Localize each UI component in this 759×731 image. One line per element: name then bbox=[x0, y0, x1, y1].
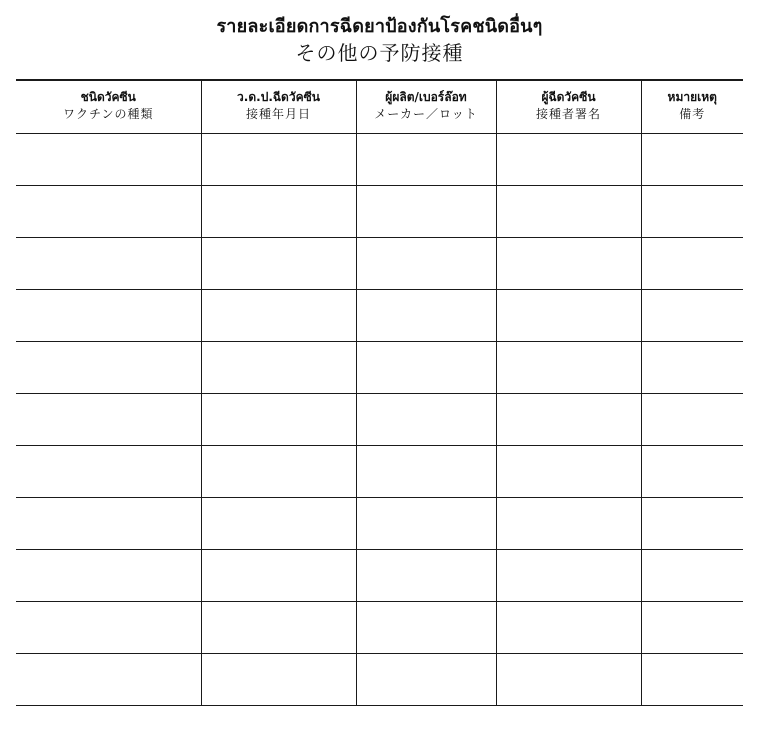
table-cell[interactable] bbox=[201, 394, 356, 446]
table-cell[interactable] bbox=[201, 498, 356, 550]
table-cell[interactable] bbox=[356, 394, 496, 446]
table-cell[interactable] bbox=[16, 186, 201, 238]
table-cell[interactable] bbox=[16, 290, 201, 342]
column-header-thai: หมายเหตุ bbox=[667, 90, 717, 104]
table-cell[interactable] bbox=[16, 134, 201, 186]
column-header-remarks bbox=[641, 80, 743, 134]
table-cell[interactable] bbox=[356, 602, 496, 654]
table-cell[interactable] bbox=[641, 602, 743, 654]
table-cell[interactable] bbox=[201, 654, 356, 706]
table-cell[interactable] bbox=[201, 134, 356, 186]
column-header-vaccine-type bbox=[16, 80, 201, 134]
column-header-japanese: 接種年月日 bbox=[245, 107, 311, 121]
column-header-thai: ชนิดวัคซีน bbox=[80, 90, 136, 104]
table-cell[interactable] bbox=[201, 602, 356, 654]
column-header-japanese: 備考 bbox=[679, 107, 706, 121]
table-row bbox=[16, 186, 743, 238]
table-cell[interactable] bbox=[496, 342, 641, 394]
table-row bbox=[16, 134, 743, 186]
table-row bbox=[16, 446, 743, 498]
table-cell[interactable] bbox=[641, 342, 743, 394]
table-cell[interactable] bbox=[16, 498, 201, 550]
table-cell[interactable] bbox=[496, 446, 641, 498]
table-cell[interactable] bbox=[201, 550, 356, 602]
table-cell[interactable] bbox=[496, 394, 641, 446]
table-cell[interactable] bbox=[641, 446, 743, 498]
table-row bbox=[16, 654, 743, 706]
column-header-thai: ผู้ฉีดวัคซีน bbox=[541, 90, 596, 104]
vaccination-table bbox=[16, 79, 743, 706]
table-cell[interactable] bbox=[16, 238, 201, 290]
table-cell[interactable] bbox=[496, 654, 641, 706]
column-header-thai: ว.ด.ป.ฉีดวัคซีน bbox=[237, 90, 320, 104]
table-cell[interactable] bbox=[356, 446, 496, 498]
table-row bbox=[16, 342, 743, 394]
table-cell[interactable] bbox=[356, 550, 496, 602]
column-header-japanese: ワクチンの種類 bbox=[63, 107, 154, 121]
column-header-date bbox=[201, 80, 356, 134]
table-cell[interactable] bbox=[356, 654, 496, 706]
table-cell[interactable] bbox=[16, 654, 201, 706]
table-cell[interactable] bbox=[641, 550, 743, 602]
table-row bbox=[16, 238, 743, 290]
table-cell[interactable] bbox=[641, 134, 743, 186]
table-cell[interactable] bbox=[496, 134, 641, 186]
table-cell[interactable] bbox=[16, 550, 201, 602]
table-cell[interactable] bbox=[496, 498, 641, 550]
page-title-thai: รายละเอียดการฉีดยาป้องกันโรคชนิดอื่นๆ bbox=[216, 16, 543, 37]
table-cell[interactable] bbox=[201, 446, 356, 498]
column-header-thai: ผู้ผลิต/เบอร์ล๊อท bbox=[385, 90, 467, 104]
table-cell[interactable] bbox=[641, 654, 743, 706]
table-cell[interactable] bbox=[356, 290, 496, 342]
table-cell[interactable] bbox=[16, 602, 201, 654]
table-cell[interactable] bbox=[496, 238, 641, 290]
table-cell[interactable] bbox=[641, 498, 743, 550]
table-cell[interactable] bbox=[356, 342, 496, 394]
table-cell[interactable] bbox=[16, 342, 201, 394]
table-cell[interactable] bbox=[641, 394, 743, 446]
column-header-maker-lot bbox=[356, 80, 496, 134]
table-cell[interactable] bbox=[356, 134, 496, 186]
column-header-japanese: メーカー／ロット bbox=[374, 107, 478, 121]
table-cell[interactable] bbox=[641, 238, 743, 290]
table-cell[interactable] bbox=[641, 186, 743, 238]
table-cell[interactable] bbox=[201, 342, 356, 394]
table-cell[interactable] bbox=[16, 446, 201, 498]
table-header-row bbox=[16, 80, 743, 134]
table-cell[interactable] bbox=[356, 186, 496, 238]
column-header-administrator bbox=[496, 80, 641, 134]
table-cell[interactable] bbox=[496, 550, 641, 602]
table-row bbox=[16, 550, 743, 602]
page-title-japanese: その他の予防接種 bbox=[295, 41, 464, 65]
table-cell[interactable] bbox=[356, 238, 496, 290]
table-row bbox=[16, 290, 743, 342]
table-row bbox=[16, 602, 743, 654]
table-cell[interactable] bbox=[496, 186, 641, 238]
table-cell[interactable] bbox=[641, 290, 743, 342]
table-cell[interactable] bbox=[356, 498, 496, 550]
table-cell[interactable] bbox=[201, 290, 356, 342]
table-cell[interactable] bbox=[496, 290, 641, 342]
table-cell[interactable] bbox=[201, 186, 356, 238]
table-cell[interactable] bbox=[201, 238, 356, 290]
table-row bbox=[16, 498, 743, 550]
column-header-japanese: 接種者署名 bbox=[535, 107, 601, 121]
table-row bbox=[16, 394, 743, 446]
table-cell[interactable] bbox=[496, 602, 641, 654]
table-cell[interactable] bbox=[16, 394, 201, 446]
